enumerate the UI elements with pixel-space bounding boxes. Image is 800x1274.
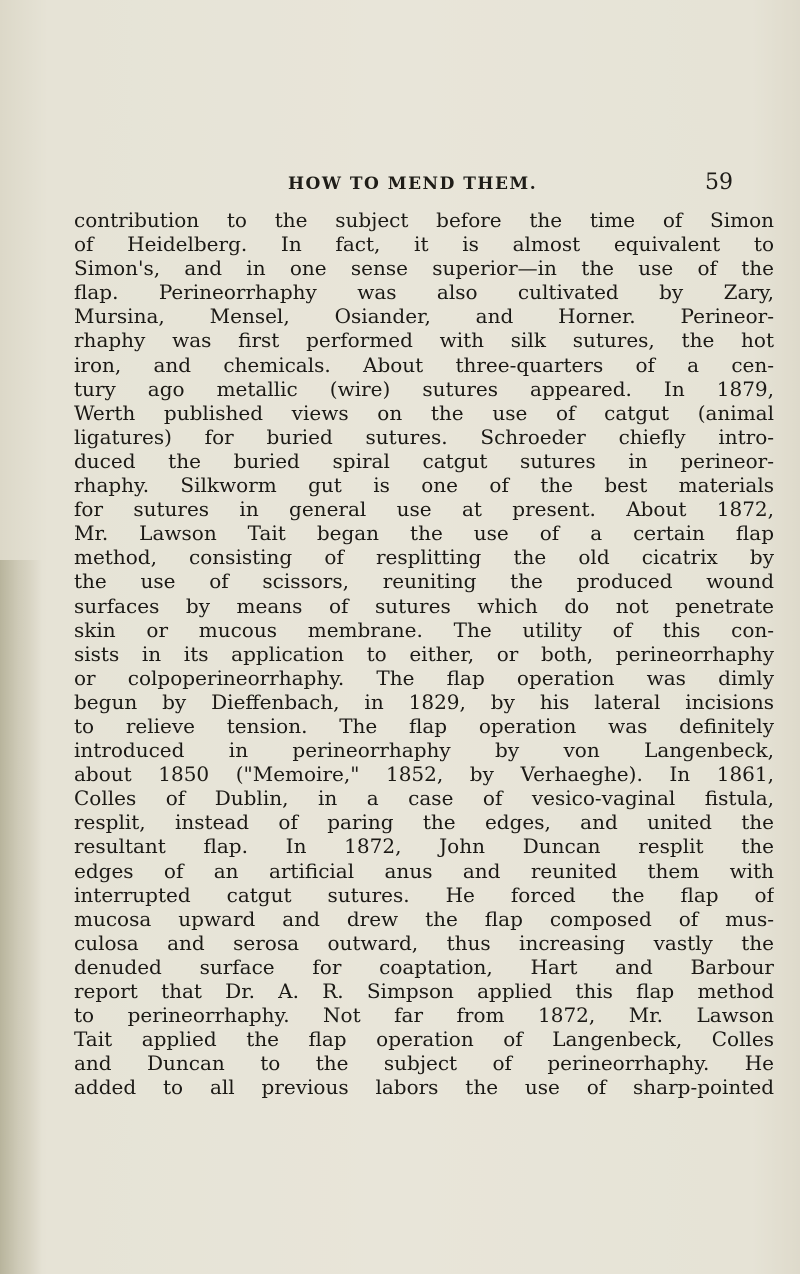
text-line: about 1850 ("Memoire," 1852, by Verhaeghe). In 1861, — [74, 762, 774, 787]
text-line: Mursina, Mensel, Osiander, and Horner. Perineor- — [74, 304, 774, 329]
text-line: and Duncan to the subject of perineorrhaphy. He — [74, 1051, 774, 1076]
text-line: for sutures in general use at present. About 1872, — [74, 497, 774, 522]
text-line: report that Dr. A. R. Simpson applied this flap method — [74, 979, 774, 1003]
text-line: contribution to the subject before the time of Simon — [74, 208, 774, 232]
text-line: Tait applied the flap operation of Langenbeck, Colles — [74, 1027, 774, 1052]
text-line: resultant flap. In 1872, John Duncan resplit the — [74, 834, 774, 859]
body-paragraph — [74, 208, 774, 1099]
text-line: interrupted catgut sutures. He forced the flap of — [74, 882, 774, 907]
text-line: culosa and serosa outward, thus increasing vastly the — [74, 930, 774, 955]
page-number: 59 — [705, 170, 733, 195]
text-line: mucosa upward and drew the flap composed of mus- — [74, 906, 774, 931]
text-line: Colles of Dublin, in a case of vesico-vaginal fistula, — [74, 786, 774, 811]
text-line: ligatures) for buried sutures. Schroeder chiefly intro- — [74, 424, 774, 449]
text-line: duced the buried spiral catgut sutures in perineor- — [74, 448, 774, 473]
text-line: added to all previous labors the use of sharp-pointed — [74, 1075, 774, 1100]
text-line: of Heidelberg. In fact, it is almost equivalent to — [74, 232, 774, 257]
text-line: edges of an artificial anus and reunited them with — [74, 858, 774, 883]
text-line: method, consisting of resplitting the old cicatrix by — [74, 545, 774, 570]
text-line: rhaphy. Silkworm gut is one of the best materials — [74, 473, 774, 498]
text-line: flap. Perineorrhaphy was also cultivated by Zary, — [74, 280, 774, 305]
text-line: iron, and chemicals. About three-quarters of a cen- — [74, 352, 774, 377]
running-title: HOW TO MEND THEM. — [288, 174, 538, 194]
text-line: sists in its application to either, or both, perineorrhaphy — [74, 641, 774, 666]
page-header — [0, 170, 800, 204]
page-edge-shadow — [0, 560, 42, 1274]
text-line: resplit, instead of paring the edges, and united the — [74, 810, 774, 835]
text-line: to perineorrhaphy. Not far from 1872, Mr. Lawson — [74, 1003, 774, 1028]
text-line: to relieve tension. The flap operation was definitely — [74, 713, 774, 738]
text-line: Simon's, and in one sense superior—in the use of the — [74, 256, 774, 281]
text-line: Werth published views on the use of catgut (animal — [74, 400, 774, 425]
text-line: skin or mucous membrane. The utility of this con- — [74, 617, 774, 642]
text-line: rhaphy was first performed with silk sutures, the hot — [74, 328, 774, 353]
text-line: begun by Dieffenbach, in 1829, by his lateral incisions — [74, 689, 774, 714]
text-line: denuded surface for coaptation, Hart and Barbour — [74, 954, 774, 979]
text-line: or colpoperineorrhaphy. The flap operation was dimly — [74, 665, 774, 690]
text-line: the use of scissors, reuniting the produced wound — [74, 569, 774, 594]
text-line: surfaces by means of sutures which do not penetrate — [74, 593, 774, 618]
text-line: Mr. Lawson Tait began the use of a certain flap — [74, 521, 774, 546]
text-line: introduced in perineorrhaphy by von Langenbeck, — [74, 738, 774, 763]
text-line: tury ago metallic (wire) sutures appeared. In 1879, — [74, 376, 774, 401]
